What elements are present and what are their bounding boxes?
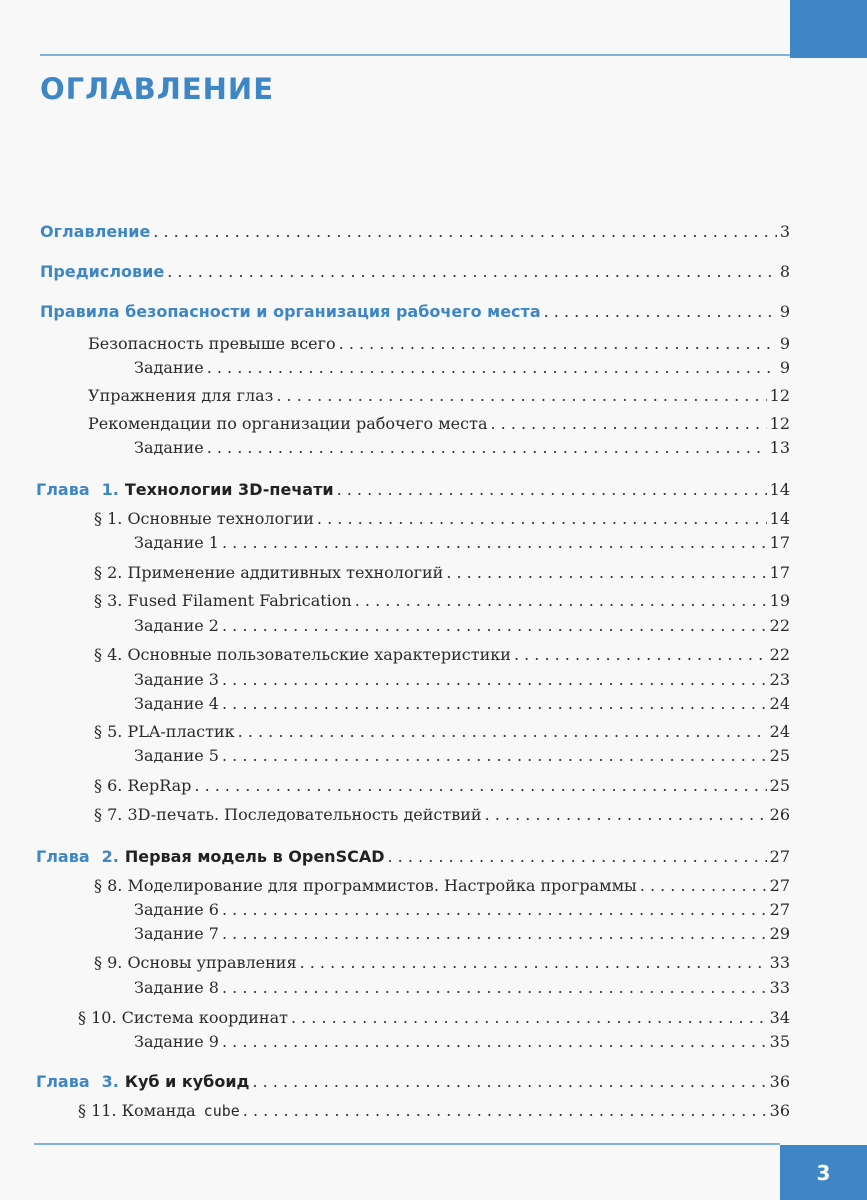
- toc-chapter-title: [36, 1072, 249, 1091]
- toc-task-row: [134, 694, 790, 718]
- toc-task-row: [134, 978, 790, 1002]
- dot-leader: [222, 694, 767, 713]
- dot-leader: [222, 670, 767, 689]
- toc-task-row: [134, 358, 790, 382]
- toc-chapter-row: [36, 1072, 790, 1096]
- toc-entry-title: [94, 776, 191, 795]
- toc-page-number: 14: [769, 509, 790, 528]
- toc-task-title: [134, 438, 204, 457]
- toc-task-title: [134, 694, 219, 713]
- dot-leader: [222, 924, 767, 943]
- chapter-label: Глава: [36, 847, 90, 866]
- entry-text: Задание: [134, 438, 204, 457]
- dot-leader: [446, 563, 766, 582]
- toc-entry-title: [94, 591, 352, 610]
- entry-text: Безопасность превыше всего: [88, 334, 336, 353]
- chapter-title-text: Первая модель в OpenSCAD: [124, 847, 385, 866]
- page-title: ОГЛАВЛЕНИЕ: [40, 72, 275, 106]
- toc-page-number: 24: [769, 694, 790, 713]
- dot-leader: [153, 222, 777, 241]
- toc-section-title: Предисловие: [40, 262, 165, 281]
- toc-page-number: 13: [769, 438, 790, 457]
- chapter-title-text: Технологии 3D-печати: [124, 480, 334, 499]
- dot-leader: [640, 876, 767, 895]
- toc-entry-title: [94, 805, 482, 824]
- dot-leader: [337, 480, 767, 499]
- toc-entry-row: [94, 876, 790, 900]
- toc-page-number: 27: [769, 900, 790, 919]
- entry-text: § 9. Основы управления: [94, 953, 297, 972]
- dot-leader: [167, 262, 777, 281]
- top-rule: [40, 54, 790, 56]
- toc-page-number: 25: [769, 776, 790, 795]
- entry-text: Задание 6: [134, 900, 219, 919]
- toc-entry-title: [94, 645, 511, 664]
- dot-leader: [252, 1072, 766, 1091]
- entry-text: Задание 1: [134, 533, 219, 552]
- toc-task-row: [134, 438, 790, 462]
- toc-task-title: [134, 670, 219, 689]
- chapter-number: 3.: [101, 1072, 119, 1091]
- entry-text: § 5. PLA-пластик: [94, 722, 235, 741]
- dot-leader: [544, 302, 777, 321]
- toc-entry-row: [88, 386, 790, 410]
- toc-page-number: 17: [769, 563, 790, 582]
- toc-page-number: 19: [769, 591, 790, 610]
- toc-entry-title: [88, 386, 273, 405]
- toc-task-title: [134, 533, 219, 552]
- page-number-badge: 3: [780, 1145, 867, 1200]
- toc-page-number: 22: [769, 616, 790, 635]
- toc-page-number: 12: [769, 414, 790, 433]
- toc-entry-row: [88, 414, 790, 438]
- entry-text: § 6. RepRap: [94, 776, 192, 795]
- toc-section-row: [40, 302, 790, 326]
- toc-entry-title: [88, 334, 336, 353]
- toc-entry-row: [94, 563, 790, 587]
- toc-task-row: [134, 616, 790, 640]
- toc-page-number: 12: [769, 386, 790, 405]
- toc-page-number: 26: [769, 805, 790, 824]
- toc-entry-title: [94, 953, 297, 972]
- dot-leader: [276, 386, 766, 405]
- entry-text: § 2. Применение аддитивных технологий: [94, 563, 444, 582]
- dot-leader: [355, 591, 767, 610]
- entry-text: Упражнения для глаз: [88, 386, 274, 405]
- toc-chapter-row: [36, 847, 790, 871]
- toc-page-number: 14: [769, 480, 790, 499]
- toc-entry-row: [94, 509, 790, 533]
- chapter-label: Глава: [36, 480, 90, 499]
- dot-leader: [222, 900, 767, 919]
- toc-entry-row: [78, 1101, 790, 1125]
- toc-entry-title: [78, 1101, 240, 1120]
- toc-task-row: [134, 533, 790, 557]
- entry-text: § 8. Моделирование для программистов. Настройка программы: [94, 876, 637, 895]
- toc-section-row: [40, 222, 790, 246]
- toc-entry-title: [94, 876, 637, 895]
- entry-text: Задание 3: [134, 670, 219, 689]
- toc-task-row: [134, 924, 790, 948]
- toc-page-number: 35: [769, 1032, 790, 1051]
- dot-leader: [238, 722, 767, 741]
- toc-page-number: 9: [779, 302, 790, 321]
- dot-leader: [514, 645, 767, 664]
- dot-leader: [291, 1008, 767, 1027]
- chapter-label: Глава: [36, 1072, 90, 1091]
- entry-text: § 1. Основные технологии: [94, 509, 314, 528]
- toc-task-row: [134, 900, 790, 924]
- toc-page-number: 27: [769, 876, 790, 895]
- toc-task-title: [134, 978, 219, 997]
- dot-leader: [207, 438, 767, 457]
- entry-text: Задание 8: [134, 978, 219, 997]
- toc-page-number: 36: [769, 1101, 790, 1120]
- entry-text: § 4. Основные пользовательские характеристики: [94, 645, 511, 664]
- toc-entry-row: [94, 645, 790, 669]
- toc-entry-title: [94, 722, 235, 741]
- entry-text: Задание 2: [134, 616, 219, 635]
- toc-entry-row: [94, 722, 790, 746]
- toc-page-number: 34: [769, 1008, 790, 1027]
- entry-text: § 10. Система координат: [78, 1008, 288, 1027]
- toc-section-row: [40, 262, 790, 286]
- dot-leader: [222, 746, 767, 765]
- dot-leader: [339, 334, 777, 353]
- toc-task-title: [134, 900, 219, 919]
- toc-task-row: [134, 1032, 790, 1056]
- toc-task-title: [134, 1032, 219, 1051]
- dot-leader: [194, 776, 766, 795]
- toc-page-number: 24: [769, 722, 790, 741]
- dot-leader: [388, 847, 767, 866]
- toc-page-number: 33: [769, 953, 790, 972]
- entry-text: Задание 9: [134, 1032, 219, 1051]
- toc-task-title: [134, 746, 219, 765]
- toc-entry-row: [94, 953, 790, 977]
- toc-page-number: 9: [779, 358, 790, 377]
- entry-text: Рекомендации по организации рабочего места: [88, 414, 488, 433]
- toc-chapter-title: [36, 480, 334, 499]
- dot-leader: [222, 978, 767, 997]
- toc-section-title: Оглавление: [40, 222, 151, 241]
- toc-page-number: 29: [769, 924, 790, 943]
- entry-code: cube: [203, 1102, 240, 1120]
- dot-leader: [243, 1101, 767, 1120]
- toc-chapter-title: [36, 847, 385, 866]
- toc-entry-title: [94, 563, 443, 582]
- dot-leader: [222, 1032, 767, 1051]
- toc-page-number: 8: [779, 262, 790, 281]
- toc-entry-title: [88, 414, 487, 433]
- dot-leader: [222, 533, 767, 552]
- entry-text: Задание: [134, 358, 204, 377]
- toc-section-title: Правила безопасности и организация рабочего места: [40, 302, 541, 321]
- toc-page-number: 9: [779, 334, 790, 353]
- dot-leader: [485, 805, 767, 824]
- toc-entry-row: [94, 591, 790, 615]
- dot-leader: [300, 953, 767, 972]
- dot-leader: [317, 509, 767, 528]
- entry-text: § 7. 3D-печать. Последовательность действий: [94, 805, 482, 824]
- toc-entry-title: [78, 1008, 288, 1027]
- chapter-number: 2.: [101, 847, 119, 866]
- toc-page-number: 25: [769, 746, 790, 765]
- dot-leader: [222, 616, 767, 635]
- toc-entry-title: [94, 509, 314, 528]
- toc-page-number: 33: [769, 978, 790, 997]
- toc-entry-row: [94, 805, 790, 829]
- toc-page-number: 27: [769, 847, 790, 866]
- toc-page-number: 17: [769, 533, 790, 552]
- toc-task-title: [134, 358, 204, 377]
- toc-task-title: [134, 616, 219, 635]
- entry-text: Задание 7: [134, 924, 219, 943]
- toc-page-number: 22: [769, 645, 790, 664]
- toc-page-number: 23: [769, 670, 790, 689]
- toc-entry-row: [78, 1008, 790, 1032]
- corner-tab: [790, 0, 867, 58]
- toc-task-row: [134, 746, 790, 770]
- bottom-rule: [34, 1143, 780, 1145]
- toc-entry-row: [94, 776, 790, 800]
- toc-page-number: 36: [769, 1072, 790, 1091]
- toc-page-number: 3: [779, 222, 790, 241]
- toc-chapter-row: [36, 480, 790, 504]
- entry-text: Задание 5: [134, 746, 219, 765]
- entry-text: Задание 4: [134, 694, 219, 713]
- toc-task-title: [134, 924, 219, 943]
- dot-leader: [207, 358, 777, 377]
- toc-task-row: [134, 670, 790, 694]
- chapter-number: 1.: [101, 480, 119, 499]
- entry-text: § 3. Fused Filament Fabrication: [94, 591, 352, 610]
- entry-text: § 11. Команда: [78, 1101, 196, 1120]
- chapter-title-text: Куб и кубоид: [124, 1072, 250, 1091]
- dot-leader: [490, 414, 766, 433]
- toc-entry-row: [88, 334, 790, 358]
